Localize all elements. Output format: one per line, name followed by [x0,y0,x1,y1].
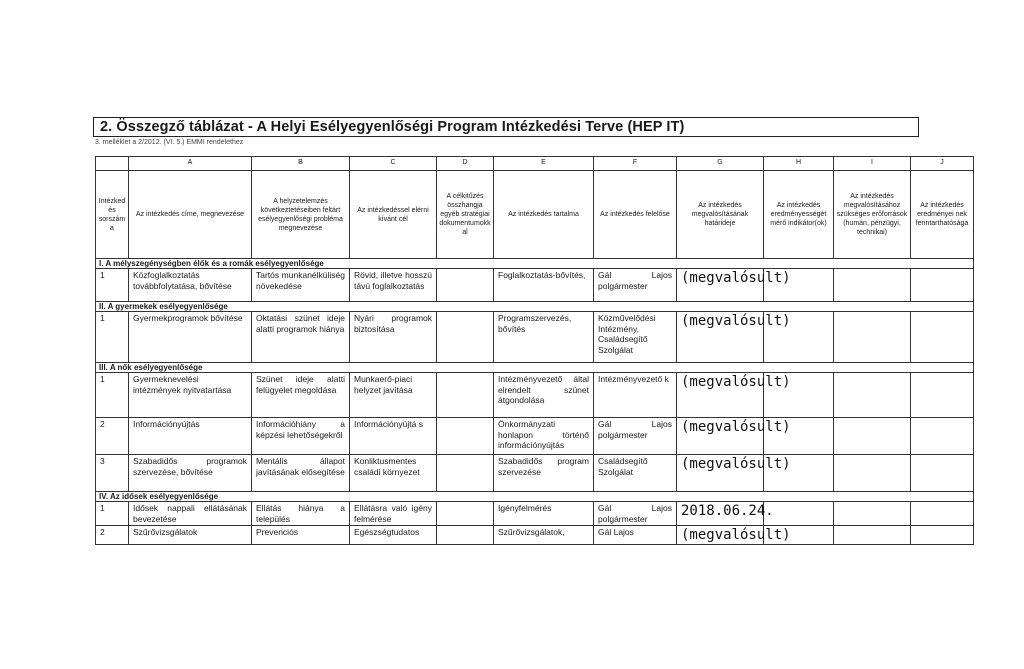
section-title: IV. Az idősek esélyegyenlősége [96,492,974,502]
empty-cell-j [911,418,974,455]
column-letter: D [437,157,494,171]
cell-f: Gál Lajos [594,526,677,545]
cell-d [437,502,494,526]
empty-cell-i [834,526,911,545]
cell-c: Rövid, illetve hosszú távú foglalkoztatás [350,269,437,302]
column-letter: B [252,157,350,171]
row-number: 2 [96,418,129,455]
cell-a: Gyermeknevelési intézmények nyitvatartása [129,373,252,418]
empty-cell-j [911,269,974,302]
empty-cell-i [834,502,911,526]
table-row [96,312,974,363]
section-header-row [96,363,974,373]
row-number: 1 [96,312,129,363]
hep-it-table [95,156,974,545]
column-header: Az intézkedés eredményei nek fenntarthatósága [911,171,974,259]
cell-c: Nyári programok biztosítása [350,312,437,363]
cell-f: Gál Lajos polgármester [594,418,677,455]
cell-e: Szűrővizsgálatok, [494,526,594,545]
cell-b: Tartós munkanélküliség növekedése [252,269,350,302]
cell-d [437,526,494,545]
table-row [96,526,974,545]
column-header-row [96,171,974,259]
column-letter: I [834,157,911,171]
cell-a: Információnyújtás [129,418,252,455]
column-letter: E [494,157,594,171]
deadline-stamp: (megvalósult) [677,269,764,302]
cell-d [437,373,494,418]
column-letter: C [350,157,437,171]
row-number: 1 [96,373,129,418]
table-row [96,373,974,418]
cell-b: Információhiány a képzési lehetőségekről [252,418,350,455]
column-header: Az intézkedés eredményességét mérő indikátor(ok) [764,171,834,259]
cell-c: Ellátásra való igény felmérése [350,502,437,526]
cell-a: Idősek nappali ellátásának bevezetése [129,502,252,526]
deadline-stamp: (megvalósult) [677,373,764,418]
column-letter: A [129,157,252,171]
empty-cell-i [834,312,911,363]
cell-d [437,312,494,363]
deadline-stamp: (megvalósult) [677,312,764,363]
cell-b: Prevenciós [252,526,350,545]
cell-f: Családsegítő Szolgálat [594,455,677,492]
table-row [96,502,974,526]
cell-c: Egészségtudatos [350,526,437,545]
section-header-row [96,302,974,312]
row-number: 2 [96,526,129,545]
column-letter: J [911,157,974,171]
table-row [96,455,974,492]
table-row [96,418,974,455]
cell-a: Szűrővizsgálatok [129,526,252,545]
cell-a: Közfoglalkoztatás továbbfolytatása, bővítése [129,269,252,302]
empty-cell-i [834,418,911,455]
section-title: III. A nők esélyegyenlősége [96,363,974,373]
cell-b: Oktatási szünet ideje alatti programok hiánya [252,312,350,363]
row-number: 1 [96,502,129,526]
column-letter: F [594,157,677,171]
deadline-stamp: (megvalósult) [677,526,764,545]
cell-e: Igényfelmérés [494,502,594,526]
cell-e: Foglalkoztatás-bővítés, [494,269,594,302]
document-title: 2. Összegző táblázat - A Helyi Esélyegyenlőségi Program Intézkedési Terve (HEP IT) [100,119,685,135]
cell-b: Szünet ideje alatti felügyelet megoldása [252,373,350,418]
cell-f: Gál Lajos polgármester [594,269,677,302]
empty-cell-i [834,455,911,492]
section-header-row [96,492,974,502]
row-number: 1 [96,269,129,302]
document-subtitle: 3. melléklet a 2/2012. (VI. 5.) EMMI rendelethez [95,139,244,146]
cell-d [437,418,494,455]
empty-cell-i [834,269,911,302]
cell-e: Programszervezés, bővítés [494,312,594,363]
cell-c: Konliktusmentes családi környezet [350,455,437,492]
column-header: Az intézkedés tartalma [494,171,594,259]
section-title: II. A gyermekek esélyegyenlősége [96,302,974,312]
section-title: I. A mélyszegénységben élők és a romák esélyegyenlősége [96,259,974,269]
cell-b: Mentális állapot javításának elősegítése [252,455,350,492]
cell-e: Önkormányzati honlapon történő információnyújtás [494,418,594,455]
column-letter: H [764,157,834,171]
title-box [93,117,919,137]
column-header: A célkitűzés összhangja egyéb stratégiai dokumentumokkal [437,171,494,259]
cell-d [437,269,494,302]
cell-c: Információnyújtá s [350,418,437,455]
empty-cell-j [911,455,974,492]
cell-b: Ellátás hiánya a település [252,502,350,526]
empty-cell-j [911,526,974,545]
cell-f: Intézményvezető k [594,373,677,418]
cell-e: Szabadidős program szervezése [494,455,594,492]
column-header: A helyzetelemzés következtetéseiben feltárt esélyegyenlőségi probléma megnevezése [252,171,350,259]
cell-c: Munkaerő-piaci helyzet javítása [350,373,437,418]
column-header: Intézkedés sorszáma [96,171,129,259]
deadline-stamp: 2018.06.24. [677,502,764,526]
empty-cell-h [764,502,834,526]
cell-a: Gyermekprogramok bővítése [129,312,252,363]
row-number: 3 [96,455,129,492]
column-header: Az intézkedés megvalósításához szükséges erőforrások (humán, pénzügyi, technikai) [834,171,911,259]
section-header-row [96,259,974,269]
column-header: Az intézkedéssel elérni kívánt cél [350,171,437,259]
empty-cell-j [911,312,974,363]
cell-f: Közművelődési Intézmény, Családsegítő Szolgálat [594,312,677,363]
table-body [96,157,974,545]
empty-cell-i [834,373,911,418]
cell-e: Intézményvezető által elrendelt szünet átgondolása [494,373,594,418]
cell-f: Gál Lajos polgármester [594,502,677,526]
column-letter: G [677,157,764,171]
cell-a: Szabadidős programok szervezése, bővítése [129,455,252,492]
column-header: Az intézkedés megvalósításának határideje [677,171,764,259]
table-row [96,269,974,302]
column-header: Az intézkedés címe, megnevezése [129,171,252,259]
deadline-stamp: (megvalósult) [677,455,764,492]
column-letter [96,157,129,171]
cell-d [437,455,494,492]
empty-cell-j [911,502,974,526]
column-letter-row [96,157,974,171]
deadline-stamp: (megvalósult) [677,418,764,455]
empty-cell-j [911,373,974,418]
column-header: Az intézkedés felelőse [594,171,677,259]
